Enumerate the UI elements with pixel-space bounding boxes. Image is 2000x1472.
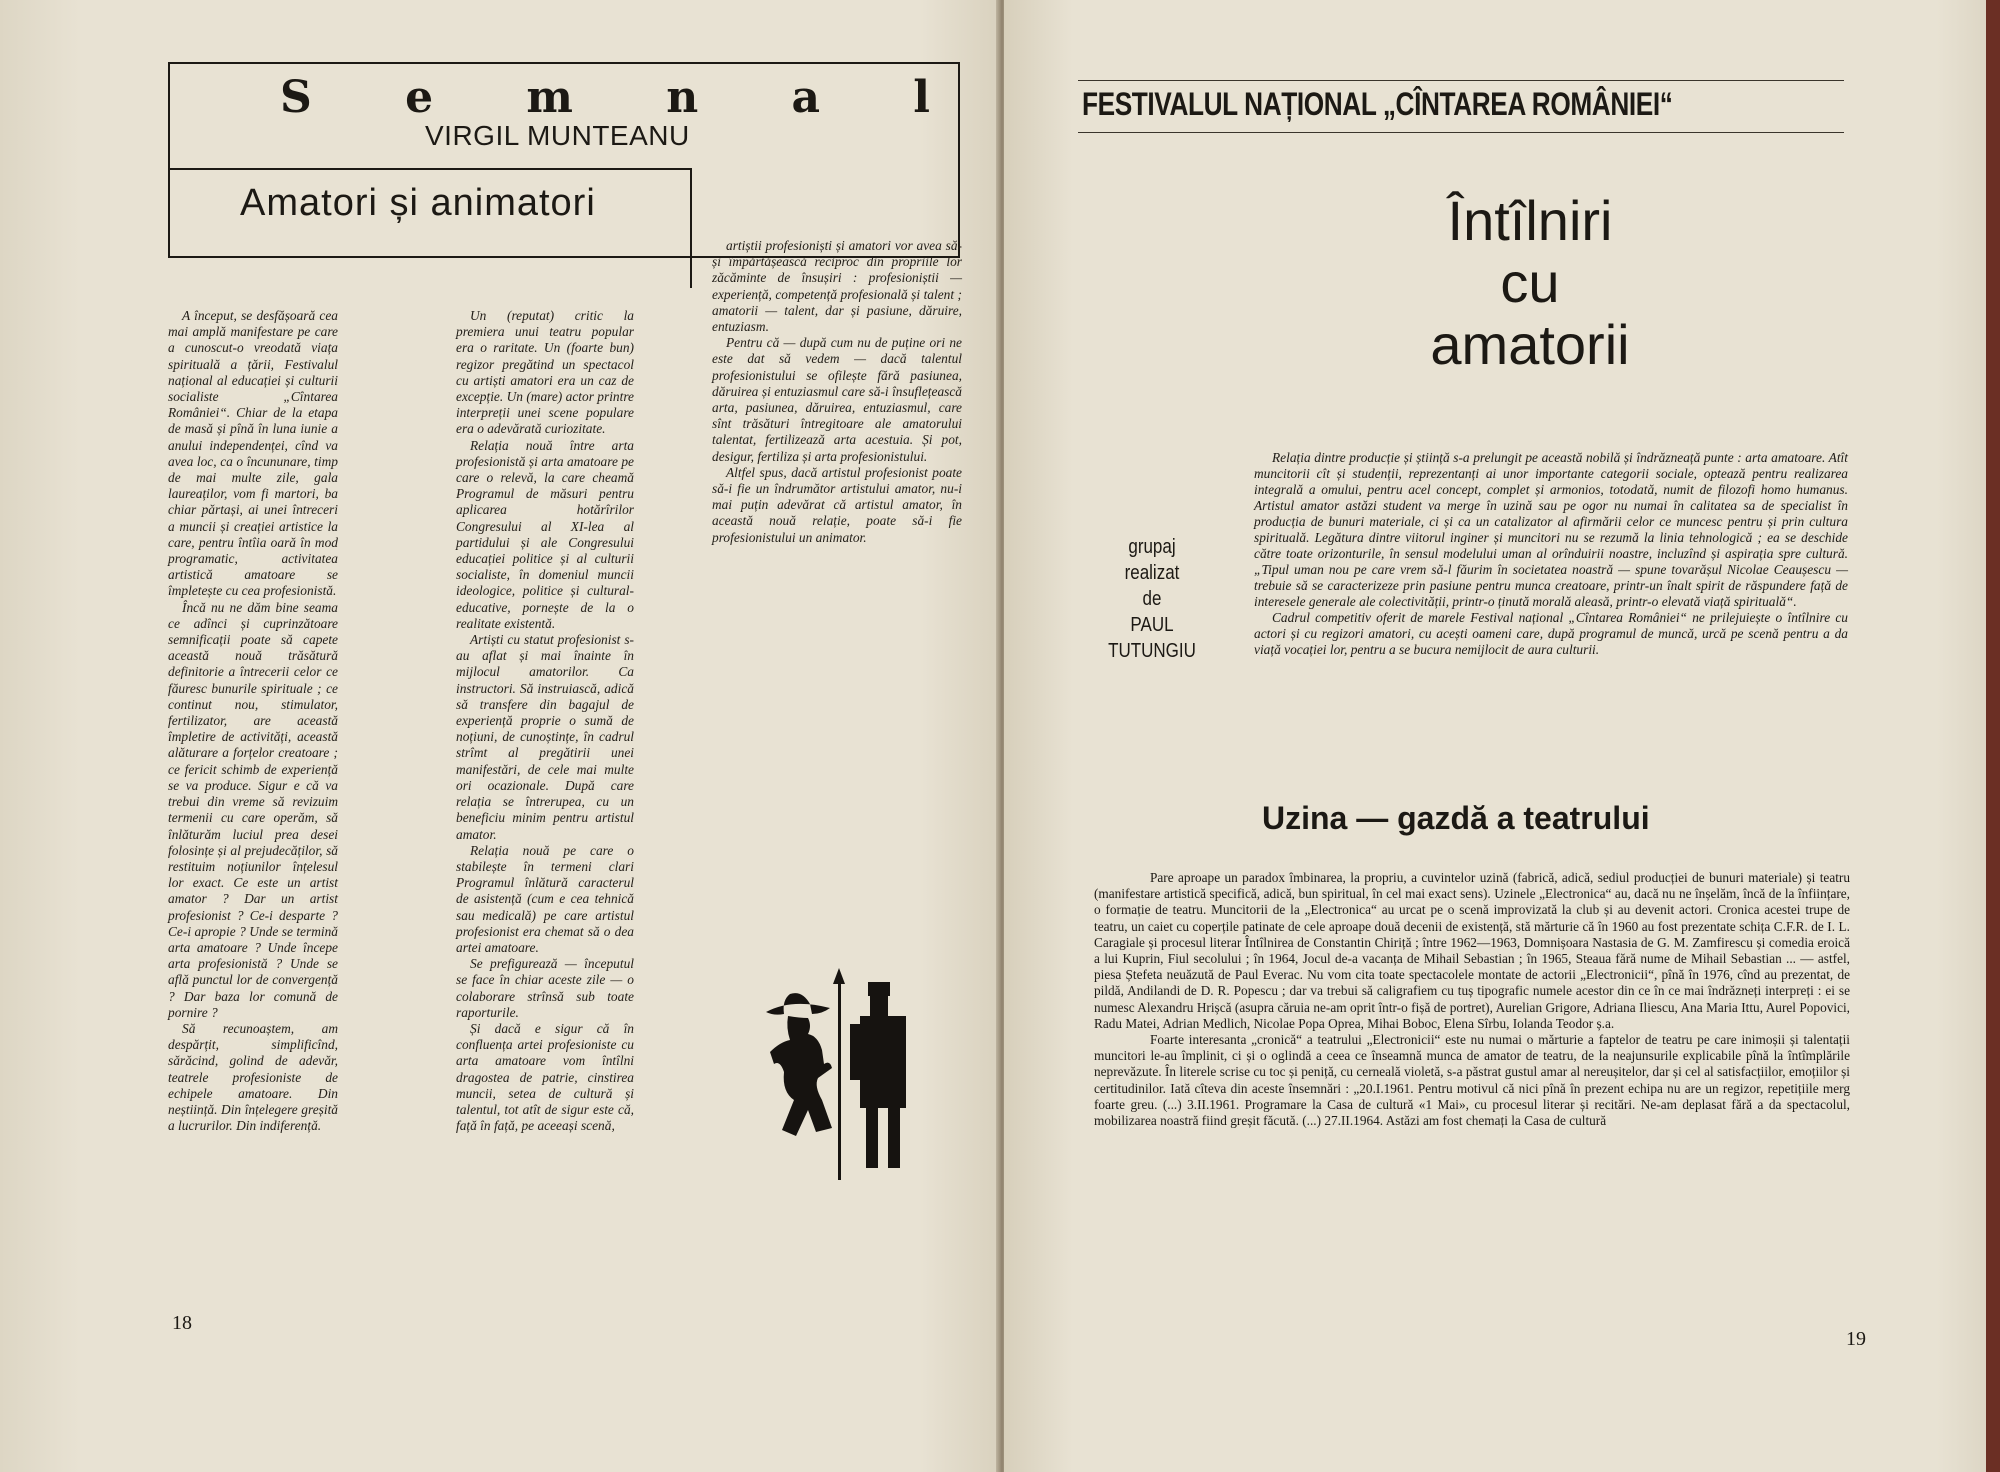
paragraph: Artiști cu statut profesionist s-au aflat și mai înainte în mijlocul amatorilor. Ca instructori. Să instruiască, adică să transfere din bagajul de experiență proprie o sumă de noțiuni, de cunoștințe, în cadrul strîmt al pregătirii unei manifestări, de cele mai multe ori ocazionale. După care relația se întrerupea, cu un beneficiu minim pentru artistul amator. xyxy=(456,632,634,842)
feature-title-line: cu xyxy=(1500,251,1560,314)
column-title xyxy=(280,72,930,123)
byline-line: grupaj xyxy=(1128,536,1176,558)
paragraph: Se prefigurează — începutul se face în chiar aceste zile — o colaborare strînsă sub toate raporturile. xyxy=(456,956,634,1020)
paragraph: Cadrul competitiv oferit de marele Festival național „Cîntarea României“ ne prilejuiește o întîlnire cu actori și cu regizori amatori, cu acești oameni care, după programul de muncă, urcă pe scenă pentru a da viață vocației lor, pentru a se bucura nemijlocit de aura culturii. xyxy=(1254,610,1848,657)
festival-rule-top xyxy=(1078,80,1844,81)
paragraph: Pentru că — după cum nu de puține ori ne este dat să vedem — dacă talentul profesionistului se ofilește fără pasiunea, dăruirea și entuziasmul care să-i însuflețească arta, pasiunea, dăruirea, entuziasmul, care sînt trăsături întregitoare ale amatorului talentat, fertilizează arta acestuia. Și pot, desigur, fertiliza și arta profesionistului. xyxy=(712,335,962,464)
page-number: 18 xyxy=(172,1312,192,1334)
book-cover-edge xyxy=(1986,0,2000,1472)
title-letter: e xyxy=(405,72,434,123)
page-number: 19 xyxy=(1846,1328,1866,1350)
festival-rule-bottom xyxy=(1078,132,1844,133)
text-column-3 xyxy=(712,238,962,546)
feature-intro xyxy=(1254,450,1848,658)
illustration-figures xyxy=(752,960,952,1190)
paragraph: Să recunoaștem, am despărțit, simplificînd, sărăcind, golind de adevăr, teatrele profesioniste de echipele amatoare. Din neștiință. Din înțelegere greșită a lucrurilor. Din indiferență. xyxy=(168,1020,338,1134)
byline-line: realizat xyxy=(1124,562,1180,584)
text-column-2 xyxy=(456,308,634,1134)
paragraph: Relația nouă pe care o stabilește în termeni clari Programul înlătură caracterul de asistență (cum e cea tehnică sau medicală) pe care artistul profesionist era chemat să o dea artei amatoare. xyxy=(456,842,634,955)
column-header-box xyxy=(168,62,960,258)
paragraph: Altfel spus, dacă artistul profesionist poate să-i fie un îndrumător artistului amator, nu-i mai puțin adevărat că artistul amator, în această nouă relație, poate să-i fie profesionistului un animator. xyxy=(712,464,962,545)
title-letter: l xyxy=(913,72,930,123)
box-figure-icon xyxy=(850,982,906,1168)
paragraph: Încă nu ne dăm bine seama ce adînci și cuprinzătoare semnificații poate să capete această nouă trăsătură definitorie a întrecerii celor ce făuresc bunurile spirituale ; ce continut nou, stimulator, fertilizator, are această împletire de activități, această alăturare a forțelor creatoare ; ce fericit schimb de experiență se va produce. Sigur e că va trebui din vreme să revizuim termenii cu care operăm, să înlăturăm luciul prea desei folosințe și al prejudecăților, să restituim noțiunilor înțelesul lor exact. Ce este un artist amator ? Dar un artist profesionist ? Ce-i desparte ? Ce-i apropie ? Unde se termină arta amatoare ? Unde începe arta profesionistă ? Unde se află punctul lor de convergență ? Dar baza lor comună de pornire ? xyxy=(168,599,338,1020)
article-title: Amatori și animatori xyxy=(240,182,596,224)
paragraph: Pare aproape un paradox îmbinarea, la propriu, a cuvintelor uzină (fabrică, adică, sediul producției de bunuri materiale) și teatru (manifestare artistică specifică, adică, bun spiritual, în cel mai exact sens). Uzinele „Electronica“ au, dacă nu ne înșelăm, încă de la înființare, o formație de teatru. Muncitorii de la „Electronica“ au urcat pe o scenă improvizată la club și au devenit actori. Cronica acestei trupe de teatru, un caiet cu coperțile patinate de cele aproape două decenii de existență, stă mărturie că în 1960 au fost prezentate schița C.F.R. de I. L. Caragiale și procesul literar Întîlnirea de Constantin Chiriță ; între 1962—1963, Domnișoara Nastasia de G. M. Zamfirescu și comedia eroică a lui Kuprin, Fiul secolului ; în 1964, Jocul de-a vacanța de Mihail Sebastian ; în 1965, Steaua fără nume de Mihail Sebastian ... — astfel, piesa Ștefeta neuăzută de Paul Everac. Nu vom cita toate spectacolele montate de actorii „Electronicii“, pînă în 1976, cînd au prezentat, de pildă, Andilandi de D. R. Popescu ; dar va trebui să caligrafiem cu tuș tipografic numele acestor din ce în ce mai îndrăzneți interpreți : ei se numesc Alexandru Hrișcă (asupra căruia ne-am oprit într-o fișă de portret), Aurelian Grigore, Adriana Iliescu, Ana Maria Ittu, Aurel Popovici, Radu Matei, Adrian Medlich, Nicolae Popa Oprea, Mihai Boboc, Elena Sîrbu, Iolanda Teodor ș.a. xyxy=(1094,870,1850,1031)
title-letter: a xyxy=(791,72,820,123)
paragraph: Foarte interesanta „cronică“ a teatrului „Electronicii“ este nu numai o mărturie a faptelor de teatru pe care inimoșii și talentații muncitori le-au împlinit, ci și o oglindă a ceea ce înseamnă munca de amator de teatru, de la neajunsurile explicabile pînă la întîmplările neprevăzute. În literele scrise cu toc și peniță, cu cerneală violetă, s-a păstrat gustul amar al nereușitelor, dar și cel al satisfacțiilor, emoțiilor și certitudinilor. Iată cîteva din aceste însemnări : „20.I.1961. Pentru motivul că nici pînă în prezent echipa nu are un regizor, repetițiile merg foarte greu. (...) 3.II.1961. Programare la Casa de cultură «1 Mai», cu procesul literar și recitări. Ne-am deplasat fără a da spectacolul, mobilizarea noastră fiind greșit făcută. (...) 27.II.1964. Astăzi am fost chemați la Casa de cultură xyxy=(1094,1032,1850,1129)
paragraph: Relația nouă între arta profesionistă și arta amatoare pe care o relevă, la care cheamă Programul de măsuri pentru aplicarea hotărîrilor Congresului al XI-lea al partidului și ale Congresului educației politice și al culturii socialiste, în domeniul muncii ideologice, politice și cultural-educative, pornește de la o realitate existentă. xyxy=(456,437,634,631)
byline-line: TUTUNGIU xyxy=(1108,640,1196,662)
feature-title-line: amatorii xyxy=(1430,313,1630,376)
text-column-1 xyxy=(168,308,338,1134)
paragraph: artiștii profesioniști și amatori vor avea să-și împărtășească reciproc din propriile lor zăcăminte de însușiri : profesioniștii — experiență, competență profesională și talent ; amatorii — talent, dar și pasiune, dăruire, entuziasm. xyxy=(712,238,962,335)
byline-line: de xyxy=(1142,588,1162,610)
article-author: VIRGIL MUNTEANU xyxy=(425,120,690,151)
header-divider xyxy=(170,168,690,170)
paragraph: Și dacă e sigur că în confluența artei profesioniste cu arta amatoare vom întîlni dragostea de patrie, cinstirea muncii, setea de cultură și talentul, tot atît de sigur este că, față în față, pe aceeași scenă, xyxy=(456,1020,634,1134)
festival-title: FESTIVALUL NAȚIONAL „CÎNTAREA ROMÂNIEI“ xyxy=(1082,86,1673,122)
header-divider-vertical xyxy=(690,168,692,288)
byline xyxy=(1101,534,1203,664)
feature-title-line: Întîlniri xyxy=(1447,189,1613,252)
title-letter: n xyxy=(666,72,699,123)
hat-figure-icon xyxy=(766,968,845,1180)
title-letter: m xyxy=(526,72,573,123)
feature-title xyxy=(1320,190,1740,376)
paragraph: Un (reputat) critic la premiera unui teatru popular era o raritate. Un (foarte bun) regizor pregătind un spectacol cu artiști amatori era un caz de excepție. Un (mare) actor printre interpreții unei scene populare era o adevărată curiozitate. xyxy=(456,308,634,437)
byline-line: PAUL xyxy=(1130,614,1174,636)
section-heading: Uzina — gazdă a teatrului xyxy=(1262,800,1650,836)
section-body xyxy=(1094,870,1850,1129)
paragraph: Relația dintre producție și știință s-a prelungit pe această nobilă și îndrăzneață punte : arta amatoare. Atît muncitorii cît și studenții, reprezentanți ai unor importante categorii sociale, optează pentru realizarea integrală a omului, pentru acel concept, complet și armonios, totodată, numit de filozofi homo humanus. Artistul amator astăzi student va merge în uzină sau pe ogor nu numai în calitatea sa de specialist în producția de bunuri materiale, ci și ca un catalizator al afirmării celor ce muncesc pentru și prin cultura spirituală. Legătura dintre viitorul inginer și muncitori nu se rezumă la linia tehnologică ; ea se deschide către toate orizonturile, în sensul modelului uman al orînduirii noastre, incluzînd și aspirația spre cultură. „Tipul uman nou pe care vrem să-l făurim în societatea noastră — spune tovarășul Nicolae Ceaușescu — trebuie să se caracterizeze prin pasiune pentru munca creatoare, printr-un înalt spirit de răspundere față de interesele generale ale colectivității, printr-o ținută morală aleasă, printr-o elevată viață spirituală“. xyxy=(1254,450,1848,609)
paragraph: A început, se desfășoară cea mai amplă manifestare pe care a cunoscut-o vreodată viața spirituală a țării, Festivalul național al educației și culturii socialiste „Cîntarea României“. Chiar de la etapa de masă și pînă în luna iunie a anului independenței, cînd va avea loc, ca o încununare, timp de mai multe zile, gala laureaților, vom fi martori, ba chiar părtași, ai unei întreceri a muncii și creației artistice la care, pentru întîia oară în mod programatic, activitatea artistică amatoare se împletește cu cea profesionistă. xyxy=(168,308,338,599)
title-letter: S xyxy=(280,72,312,123)
